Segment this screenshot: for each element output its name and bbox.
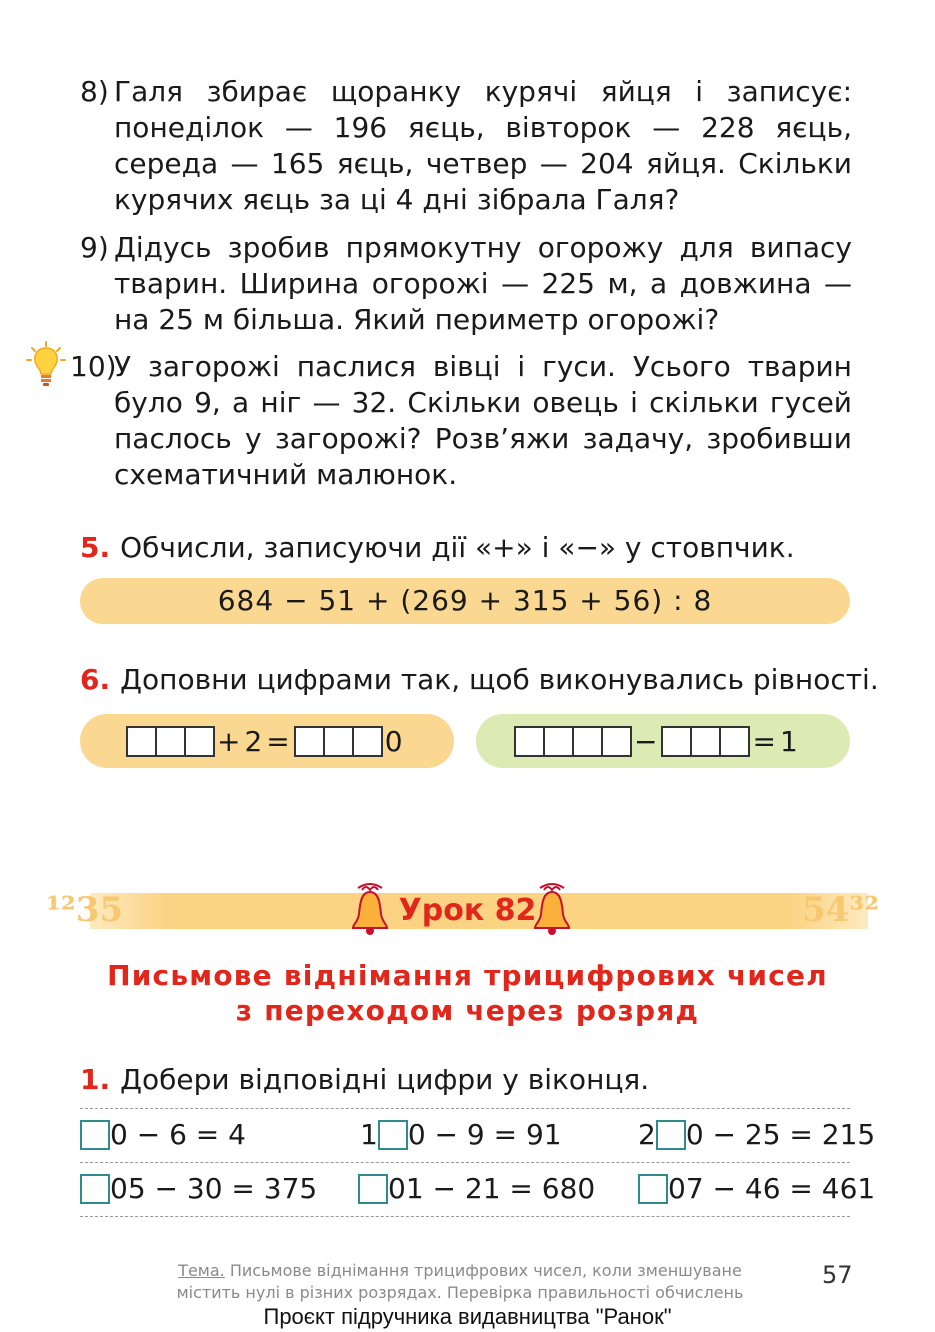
lesson-subtitle-line2: з переходом через розряд [235, 994, 700, 1027]
problem-text: У загорожі паслися вівці і гуси. Усього тварин було 9, а ніг — 32. Скільки овець і скільки гусей паслось у загорожі? Розв’яжи задачу, зробивши схематичний малюнок. [114, 350, 852, 491]
exercise-expression: 01 − 21 = 680 [388, 1172, 596, 1205]
exercise-item [360, 1118, 562, 1152]
task-text: Доповни цифрами так, щоб виконувались рівності. [120, 663, 879, 696]
digit-boxes [661, 726, 748, 757]
task-5 [80, 530, 795, 566]
task-1 [80, 1062, 649, 1098]
plus-sign: + [217, 724, 241, 758]
task-6 [80, 662, 879, 698]
equals-sign: = [752, 724, 776, 758]
exercise-item [638, 1118, 875, 1152]
exercise-prefix: 2 [638, 1118, 656, 1151]
digit-box[interactable] [323, 726, 354, 757]
exercise-item [638, 1172, 875, 1206]
task-number: 5. [80, 531, 111, 564]
task-number: 6. [80, 663, 111, 696]
digit-box[interactable] [155, 726, 186, 757]
problem-9 [80, 230, 852, 338]
digit-box[interactable] [126, 726, 157, 757]
divider [80, 1108, 850, 1109]
exercise-expression: 0 − 6 = 4 [110, 1118, 246, 1151]
result-digit: 0 [384, 724, 403, 758]
topic-label: Тема. [178, 1261, 225, 1280]
exercise-item [80, 1118, 246, 1152]
problem-number: 9) [80, 231, 109, 264]
exercise-item [358, 1172, 595, 1206]
problem-number: 10) [70, 350, 117, 383]
answer-box[interactable] [358, 1174, 388, 1204]
problem-text: Галя збирає щоранку курячі яйця і записує: понеділок — 196 яєць, вівторок — 228 яєць, середа — 165 яєць, четвер — 204 яйця. Скільки курячих яєць за ці 4 дні зібрала Галя? [114, 75, 852, 216]
lesson-subtitle-line1: Письмове віднімання трицифрових чисел [107, 959, 828, 992]
digit-box[interactable] [601, 726, 632, 757]
problem-8 [80, 74, 852, 218]
addend: 2 [244, 724, 263, 758]
answer-box[interactable] [656, 1120, 686, 1150]
divider [80, 1162, 850, 1163]
digit-box[interactable] [294, 726, 325, 757]
result-digit: 1 [779, 724, 798, 758]
equation-subtraction [476, 714, 850, 768]
digit-box[interactable] [184, 726, 215, 757]
minus-sign: − [634, 724, 658, 758]
task-text: Добери відповідні цифри у віконця. [120, 1063, 650, 1096]
answer-box[interactable] [80, 1120, 110, 1150]
decorative-numbers-left: ¹²35 [46, 890, 124, 930]
equals-sign: = [266, 724, 290, 758]
digit-boxes [294, 726, 381, 757]
decorative-numbers-right: 54³² [802, 890, 880, 930]
exercise-expression: 0 − 25 = 215 [685, 1118, 876, 1151]
problem-10 [70, 349, 852, 493]
digit-box[interactable] [661, 726, 692, 757]
task-number: 1. [80, 1063, 111, 1096]
lightbulb-icon [26, 340, 66, 390]
digit-box[interactable] [352, 726, 383, 757]
equation-addition [80, 714, 454, 768]
answer-box[interactable] [378, 1120, 408, 1150]
exercise-expression: 0 − 9 = 91 [407, 1118, 562, 1151]
publisher-line: Проєкт підручника видавництва "Ранок" [263, 1304, 672, 1329]
digit-box[interactable] [690, 726, 721, 757]
digit-box[interactable] [719, 726, 750, 757]
digit-box[interactable] [514, 726, 545, 757]
exercise-expression: 05 − 30 = 375 [110, 1172, 318, 1205]
problem-number: 8) [80, 75, 109, 108]
expression-bar: 684 − 51 + (269 + 315 + 56) : 8 [80, 578, 850, 624]
digit-boxes [514, 726, 630, 757]
bell-icon [530, 882, 574, 936]
page-number: 57 [822, 1261, 853, 1289]
answer-box[interactable] [638, 1174, 668, 1204]
task-text: Обчисли, записуючи дії «+» і «−» у стовпчик. [120, 531, 795, 564]
digit-box[interactable] [572, 726, 603, 757]
topic-note [150, 1260, 770, 1304]
topic-text: Письмове віднімання трицифрових чисел, коли зменшуване містить нулі в різних розрядах. Перевірка правильності обчислень [176, 1261, 744, 1302]
exercise-prefix: 1 [360, 1118, 378, 1151]
lesson-title: Урок 82 [398, 893, 537, 928]
digit-box[interactable] [543, 726, 574, 757]
answer-box[interactable] [80, 1174, 110, 1204]
exercise-item [80, 1172, 317, 1206]
digit-boxes [126, 726, 213, 757]
divider [80, 1216, 850, 1217]
problem-text: Дідусь зробив прямокутну огорожу для випасу тварин. Ширина огорожі — 225 м, а довжина — на 25 м більша. Який периметр огорожі? [114, 231, 852, 336]
exercise-expression: 07 − 46 = 461 [668, 1172, 876, 1205]
